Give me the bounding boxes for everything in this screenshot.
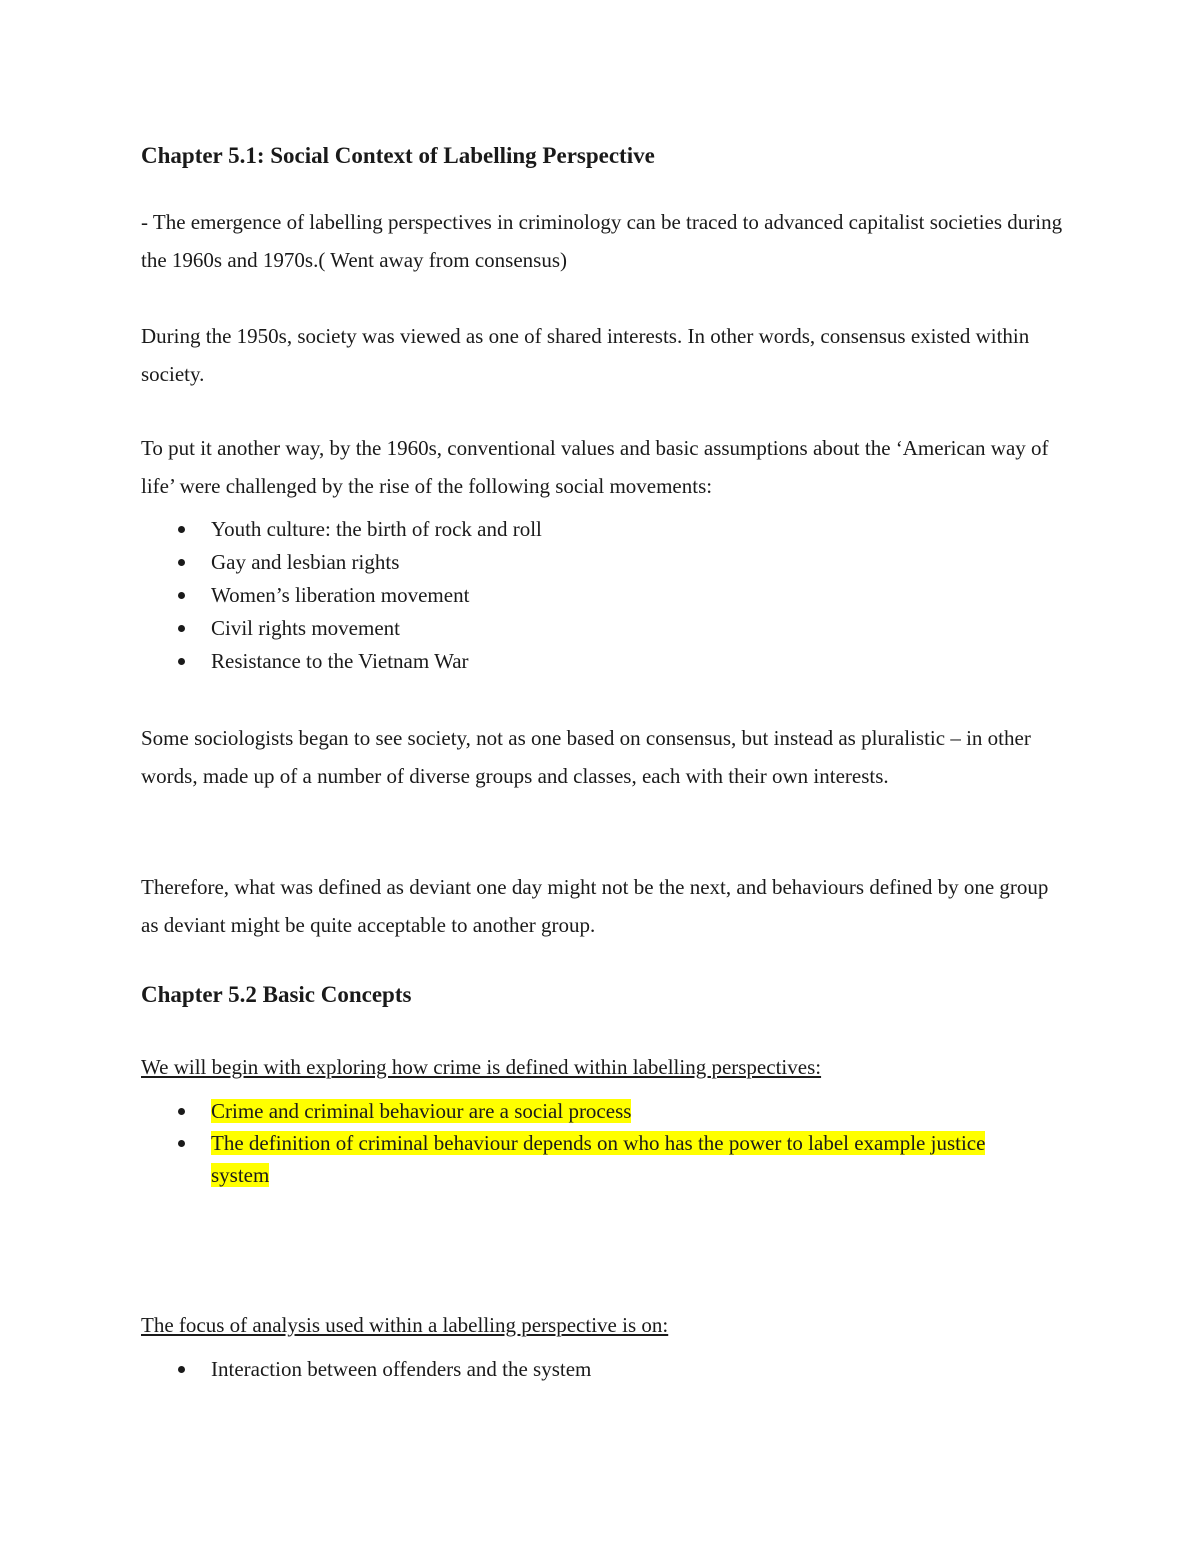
- list-item: Gay and lesbian rights: [141, 546, 1041, 579]
- crime-definition-intro: We will begin with exploring how crime is defined within labelling perspectives:: [141, 1055, 822, 1079]
- paragraph-1950s: During the 1950s, society was viewed as one of shared interests. In other words, consensus existed within society.: [141, 324, 1030, 386]
- bullet-icon: [178, 1140, 185, 1147]
- paragraph-pluralistic: Some sociologists began to see society, not as one based on consensus, but instead as pluralistic – in other words, made up of a number of diverse groups and classes, each with their own interests.: [141, 726, 1031, 788]
- crime-definition-list: [141, 1095, 1021, 1191]
- focus-list: [141, 1353, 1041, 1386]
- bullet-icon: [178, 625, 185, 632]
- list-item: Interaction between offenders and the system: [141, 1353, 1041, 1386]
- list-item: Youth culture: the birth of rock and roll: [141, 513, 1041, 546]
- bullet-icon: [178, 1108, 185, 1115]
- highlighted-text: Crime and criminal behaviour are a social process: [211, 1099, 632, 1123]
- chapter-5-2-heading: Chapter 5.2 Basic Concepts: [141, 982, 412, 1007]
- bullet-icon: [178, 658, 185, 665]
- list-item: Women’s liberation movement: [141, 579, 1041, 612]
- bullet-icon: [178, 1366, 185, 1373]
- list-item: [141, 1127, 1021, 1191]
- highlighted-text: The definition of criminal behaviour depends on who has the power to label example justice system: [211, 1131, 986, 1187]
- focus-intro: The focus of analysis used within a labelling perspective is on:: [141, 1313, 669, 1337]
- list-item: [141, 1095, 1021, 1127]
- paragraph-emergence: - The emergence of labelling perspectives in criminology can be traced to advanced capitalist societies during the 1960s and 1970s.( Went away from consensus): [141, 210, 1063, 272]
- bullet-icon: [178, 526, 185, 533]
- bullet-icon: [178, 559, 185, 566]
- paragraph-deviance: Therefore, what was defined as deviant one day might not be the next, and behaviours defined by one group as deviant might be quite acceptable to another group.: [141, 875, 1049, 937]
- list-item: Resistance to the Vietnam War: [141, 645, 1041, 678]
- social-movements-list: [141, 513, 1041, 678]
- bullet-icon: [178, 592, 185, 599]
- paragraph-1960s: To put it another way, by the 1960s, conventional values and basic assumptions about the ‘American way of life’ were challenged by the rise of the following social movements:: [141, 436, 1049, 498]
- list-item: Civil rights movement: [141, 612, 1041, 645]
- chapter-5-1-heading: Chapter 5.1: Social Context of Labelling Perspective: [141, 143, 655, 168]
